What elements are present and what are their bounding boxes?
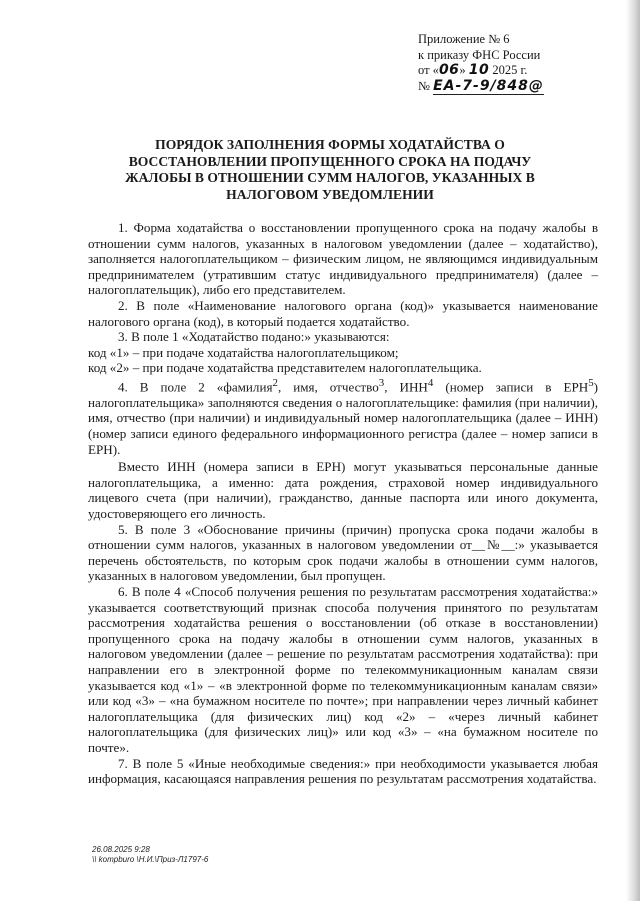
paragraph-3-code-1: код «1» – при подаче ходатайства налогоплательщиком; [88, 344, 399, 360]
footnote-ref-4: 4 [427, 376, 434, 389]
date-year: 2025 г. [492, 63, 528, 77]
appendix-number: Приложение № 6 [418, 32, 510, 46]
scan-edge-shadow [626, 0, 640, 901]
handwritten-month: 10 [468, 62, 490, 78]
date-mid: » [459, 63, 466, 77]
p4-part-a: 4. В поле 2 «фамилия [118, 379, 273, 395]
paragraph-7: 6. В поле 4 «Способ получения решения по результатам рассмотрения ходатайства:» указывается соответствующий признак способа получения принятого по результатам рассмотрения ходатайства решения о восстановлении (об отказе в восстановлении) пропущенного срока на подачу жалобы в отношении сумм налогов, указанных в налоговом уведомлении (далее – решение по результатам рассмотрения ходатайства): при направлении его в электронной форме по телекоммуникационным каналам связи указывается код «1» – «в электронной форме по телекоммуникационным каналам связи» или код «3» – «на бумажном носителе по почте»; при направлении через личный кабинет налогоплательщика (для физических лиц) код «2» – «через личный кабинет налогоплательщика (для физических лиц)» или код «3» – «на бумажном носителе по почте». [88, 584, 598, 755]
order-date [418, 63, 608, 79]
document-title: ПОРЯДОК ЗАПОЛНЕНИЯ ФОРМЫ ХОДАТАЙСТВА О ВОССТАНОВЛЕНИИ ПРОПУЩЕННОГО СРОКА НА ПОДАЧУ ЖАЛОБЫ В ОТНОШЕНИИ СУММ НАЛОГОВ, УКАЗАННЫХ В НАЛОГОВОМ УВЕДОМЛЕНИИ [125, 137, 535, 202]
footnote-ref-3: 3 [378, 376, 385, 389]
number-prefix: № [418, 78, 430, 93]
file-path: \\ kompburo \Н.И.\Приз-Л1797-6 [92, 855, 209, 864]
handwritten-day: 06 [438, 62, 460, 78]
order-reference: к приказу ФНС России [418, 47, 541, 62]
p4-part-b: , имя, отчество [277, 379, 379, 395]
appendix-header [418, 32, 608, 95]
footnote-ref-2: 2 [272, 376, 278, 389]
print-footer [92, 845, 208, 865]
order-number [418, 79, 608, 96]
document-body [88, 220, 598, 787]
p4-part-e: ) налогоплательщика» заполняются сведения о налогоплательщике: фамилия (при наличии), имя, отчество (при наличии) и индивидуальный номер налогоплательщика (далее – ИНН) (номер записи единого федерального информационного регистра (далее – номер записи в ЕРН). [88, 379, 599, 457]
paragraph-1: 1. Форма ходатайства о восстановлении пропущенного срока на подачу жалобы в отношении сумм налогов, указанных в налоговом уведомлении (далее – ходатайство), заполняется налогоплательщиком – физическим лицом, не являющимся индивидуальным предпринимателем (утратившим статус индивидуального предпринимателя) (далее – налогоплательщик), либо его представителем. [88, 220, 598, 298]
p4-part-d: (номер записи в ЕРН [433, 379, 589, 395]
paragraph-3-code-2: код «2» – при подаче ходатайства представителем налогоплательщика. [88, 360, 482, 376]
date-prefix: от « [418, 63, 439, 77]
paragraph-8: 7. В поле 5 «Иные необходимые сведения:» при необходимости указывается любая информация, касающаяся направления решения по результатам рассмотрения ходатайства. [88, 755, 598, 787]
footnote-ref-5: 5 [588, 376, 594, 389]
paragraph-6: 5. В поле 3 «Обоснование причины (причин) пропуска срока подачи жалобы в отношении сумм налогов, указанных в налоговом уведомлении от__№__:» указывается перечень обстоятельств, по которым срок подачи жалобы в отношении сумм налогов, указанных в налоговом уведомлении, был пропущен. [88, 521, 598, 584]
paragraph-2: 2. В поле «Наименование налогового органа (код)» указывается наименование налогового органа (код), в который подается ходатайство. [88, 297, 598, 329]
handwritten-number: ЕА-7-9/848@ [433, 77, 544, 94]
paragraph-4 [88, 376, 598, 457]
paragraph-3: 3. В поле 1 «Ходатайство подано:» указываются: [118, 329, 390, 345]
print-timestamp: 26.08.2025 9:28 [92, 845, 150, 854]
paragraph-5: Вместо ИНН (номера записи в ЕРН) могут указываться персональные данные налогоплательщика, а именно: дата рождения, страховой номер индивидуального лицевого счета (при наличии), гражданство, данные паспорта или иного документа, удостоверяющего его личность. [88, 459, 598, 522]
p4-part-c: , ИНН [384, 379, 428, 395]
